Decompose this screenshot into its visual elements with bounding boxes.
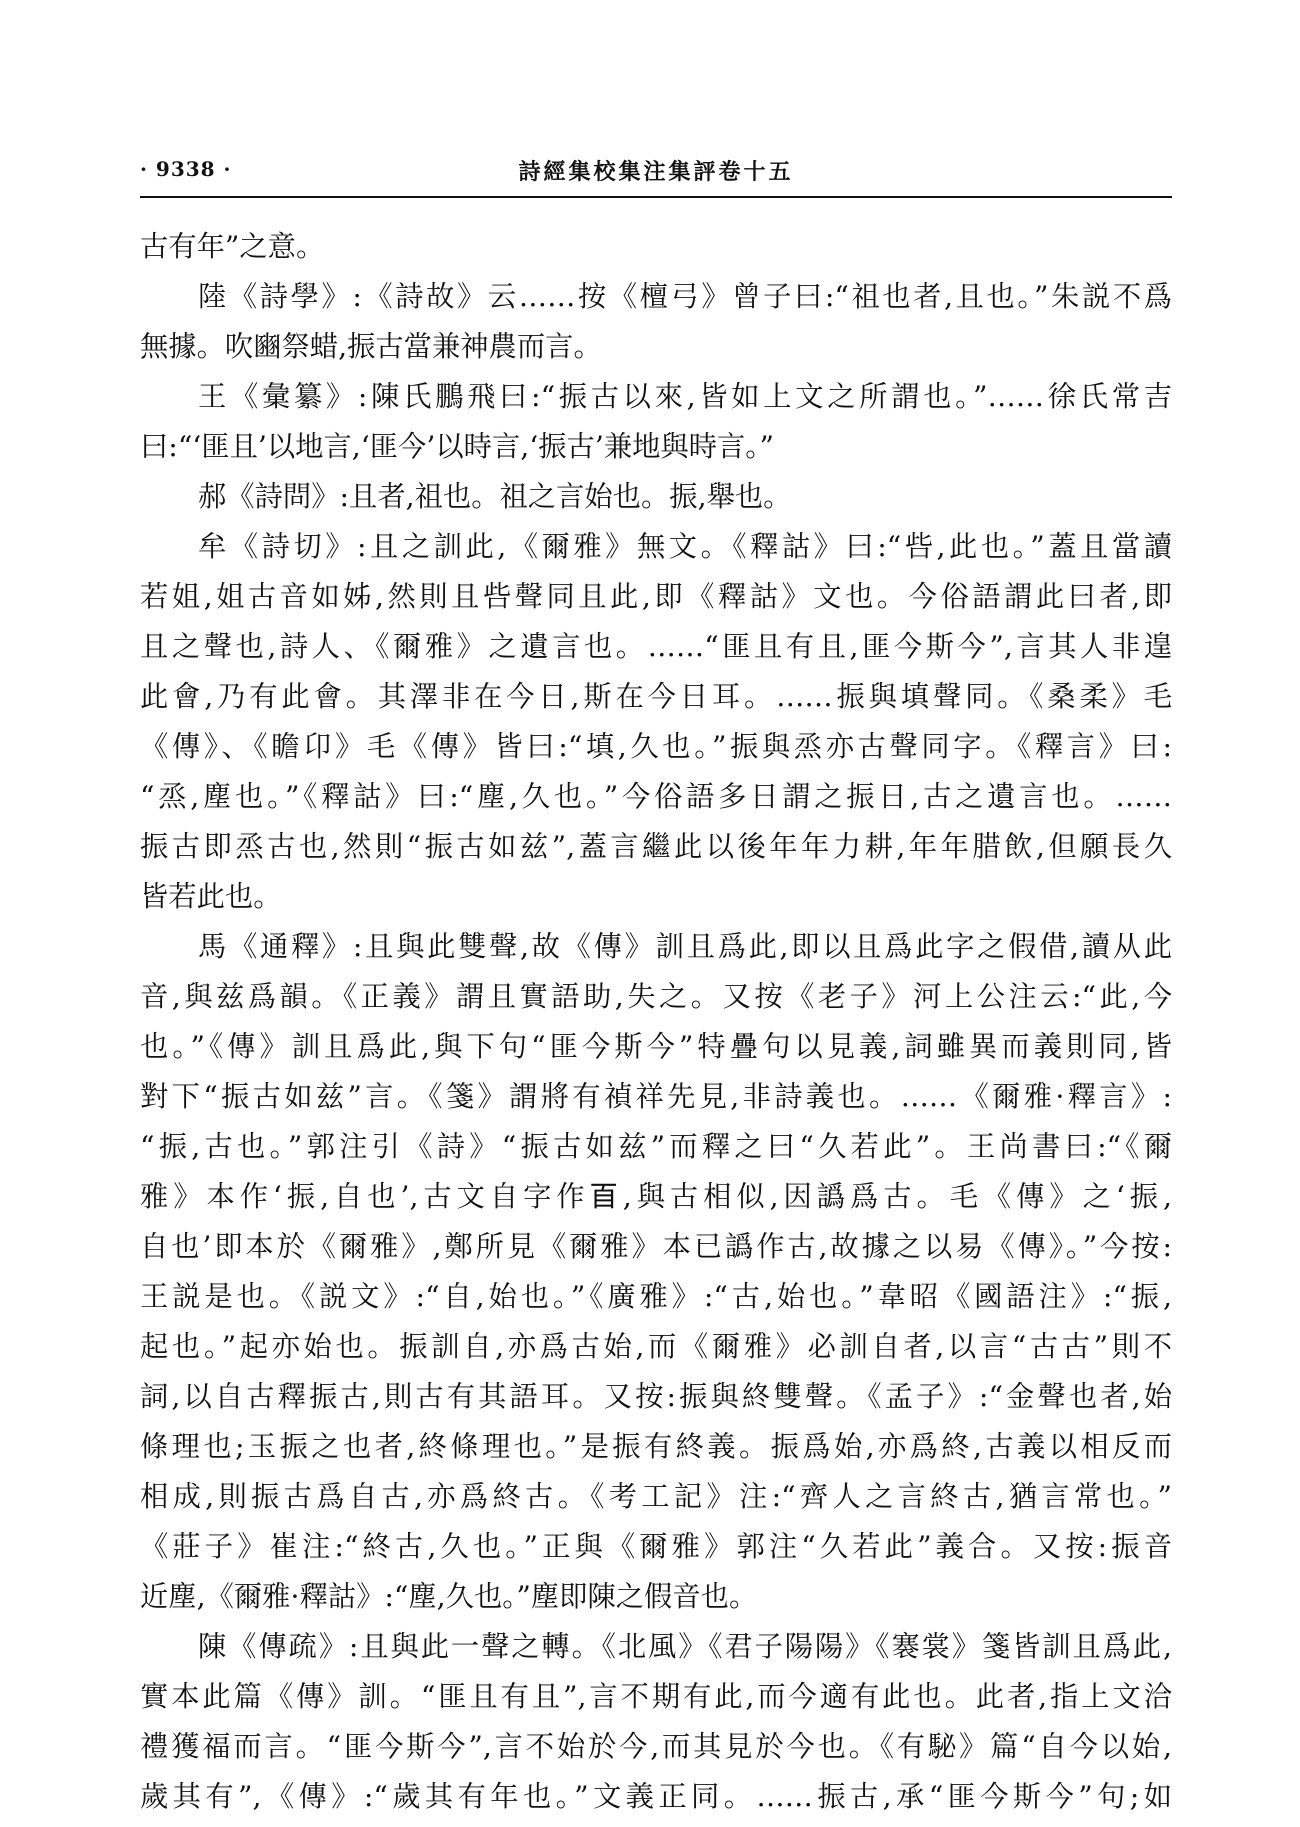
text-line: “振,古也。”郭注引《詩》“振古如兹”而釋之曰“久若此”。王尚書曰:“《爾 [140,1130,1172,1163]
text-line: 此會,乃有此會。其澤非在今日,斯在今日耳。……振與填聲同。《桑柔》毛 [140,680,1172,713]
text-line: 郝《詩問》:且者,祖也。祖之言始也。振,舉也。 [198,480,792,513]
page-number: · 9338 · [140,157,232,181]
text-line: 無據。吹豳祭蜡,振古當兼神農而言。 [140,330,602,363]
text-line: 王説是也。《説文》:“自,始也。”《廣雅》:“古,始也。”韋昭《國語注》:“振, [140,1280,1172,1313]
text-line: 振古即烝古也,然則“振古如兹”,蓋言繼此以後年年力耕,年年腊飲,但願長久 [140,830,1172,863]
text-line: 曰:“‘匪且’以地言,‘匪今’以時言,‘振古’兼地與時言。” [140,430,774,463]
text-line: 皆若此也。 [140,880,282,913]
header-rule [140,196,1172,198]
text-line: 自也’即本於《爾雅》,鄭所見《爾雅》本已譌作古,故據之以易《傳》。”今按: [140,1230,1172,1263]
text-line: 陸《詩學》:《詩故》云……按《檀弓》曾子曰:“祖也者,且也。”朱説不爲 [198,280,1172,313]
text-line: 條理也;玉振之也者,終條理也。”是振有終義。振爲始,亦爲終,古義以相反而 [140,1430,1172,1463]
text-line: 歲其有”,《傳》:“歲其有年也。”文義正同。……振古,承“匪今斯今”句;如 [140,1780,1172,1813]
text-line: 古有年”之意。 [140,230,325,263]
text-line: 詞,以自古釋振古,則古有其語耳。又按:振與終雙聲。《孟子》:“金聲也者,始 [140,1380,1172,1413]
text-line: 也。”《傳》訓且爲此,與下句“匪今斯今”特疊句以見義,詞雖異而義則同,皆 [140,1030,1172,1063]
text-line: 相成,則振古爲自古,亦爲終古。《考工記》注:“齊人之言終古,猶言常也。” [140,1480,1172,1513]
running-header [140,155,1172,191]
text-line: 《傳》、《瞻卬》毛《傳》皆曰:“填,久也。”振與烝亦古聲同字。《釋言》曰: [140,730,1172,763]
text-line: 禮獲福而言。“匪今斯今”,言不始於今,而其見於今也。《有駜》篇“自今以始, [140,1730,1172,1763]
text-line: 若姐,姐古音如姊,然則且呰聲同且此,即《釋詁》文也。今俗語謂此曰者,即 [140,580,1172,613]
text-line: 王《彙纂》:陳氏鵬飛曰:“振古以來,皆如上文之所謂也。”……徐氏常吉 [198,380,1172,413]
text-line: 馬《通釋》:且與此雙聲,故《傳》訓且爲此,即以且爲此字之假借,讀从此 [198,930,1172,963]
text-line: 對下“振古如兹”言。《箋》謂將有禎祥先見,非詩義也。……《爾雅·釋言》: [140,1080,1172,1113]
text-line: 且之聲也,詩人、《爾雅》之遺言也。……“匪且有且,匪今斯今”,言其人非遑 [140,630,1172,663]
text-line: “烝,塵也。”《釋詁》曰:“塵,久也。”今俗語多日謂之振日,古之遺言也。…… [140,780,1172,813]
text-line: 牟《詩切》:且之訓此,《爾雅》無文。《釋詁》曰:“呰,此也。”蓋且當讀 [198,530,1172,563]
text-line: 陳《傳疏》:且與此一聲之轉。《北風》《君子陽陽》《褰裳》箋皆訓且爲此, [198,1630,1172,1663]
text-line: 實本此篇《傳》訓。“匪且有且”,言不期有此,而今適有此也。此者,指上文洽 [140,1680,1172,1713]
text-line: 近塵,《爾雅·釋詁》:“塵,久也。”塵即陳之假音也。 [140,1580,758,1613]
running-title: 詩經集校集注集評卷十五 [518,159,794,185]
text-line: 起也。”起亦始也。振訓自,亦爲古始,而《爾雅》必訓自者,以言“古古”則不 [140,1330,1172,1363]
text-line: 雅》本作‘振,自也’,古文自字作𦣻,與古相似,因譌爲古。毛《傳》之‘振, [140,1180,1172,1213]
body-text [140,222,1172,1822]
text-line: 《莊子》崔注:“終古,久也。”正與《爾雅》郭注“久若此”義合。又按:振音 [140,1530,1172,1563]
text-line: 音,與兹爲韻。《正義》謂且實語助,失之。又按《老子》河上公注云:“此,今 [140,980,1172,1013]
